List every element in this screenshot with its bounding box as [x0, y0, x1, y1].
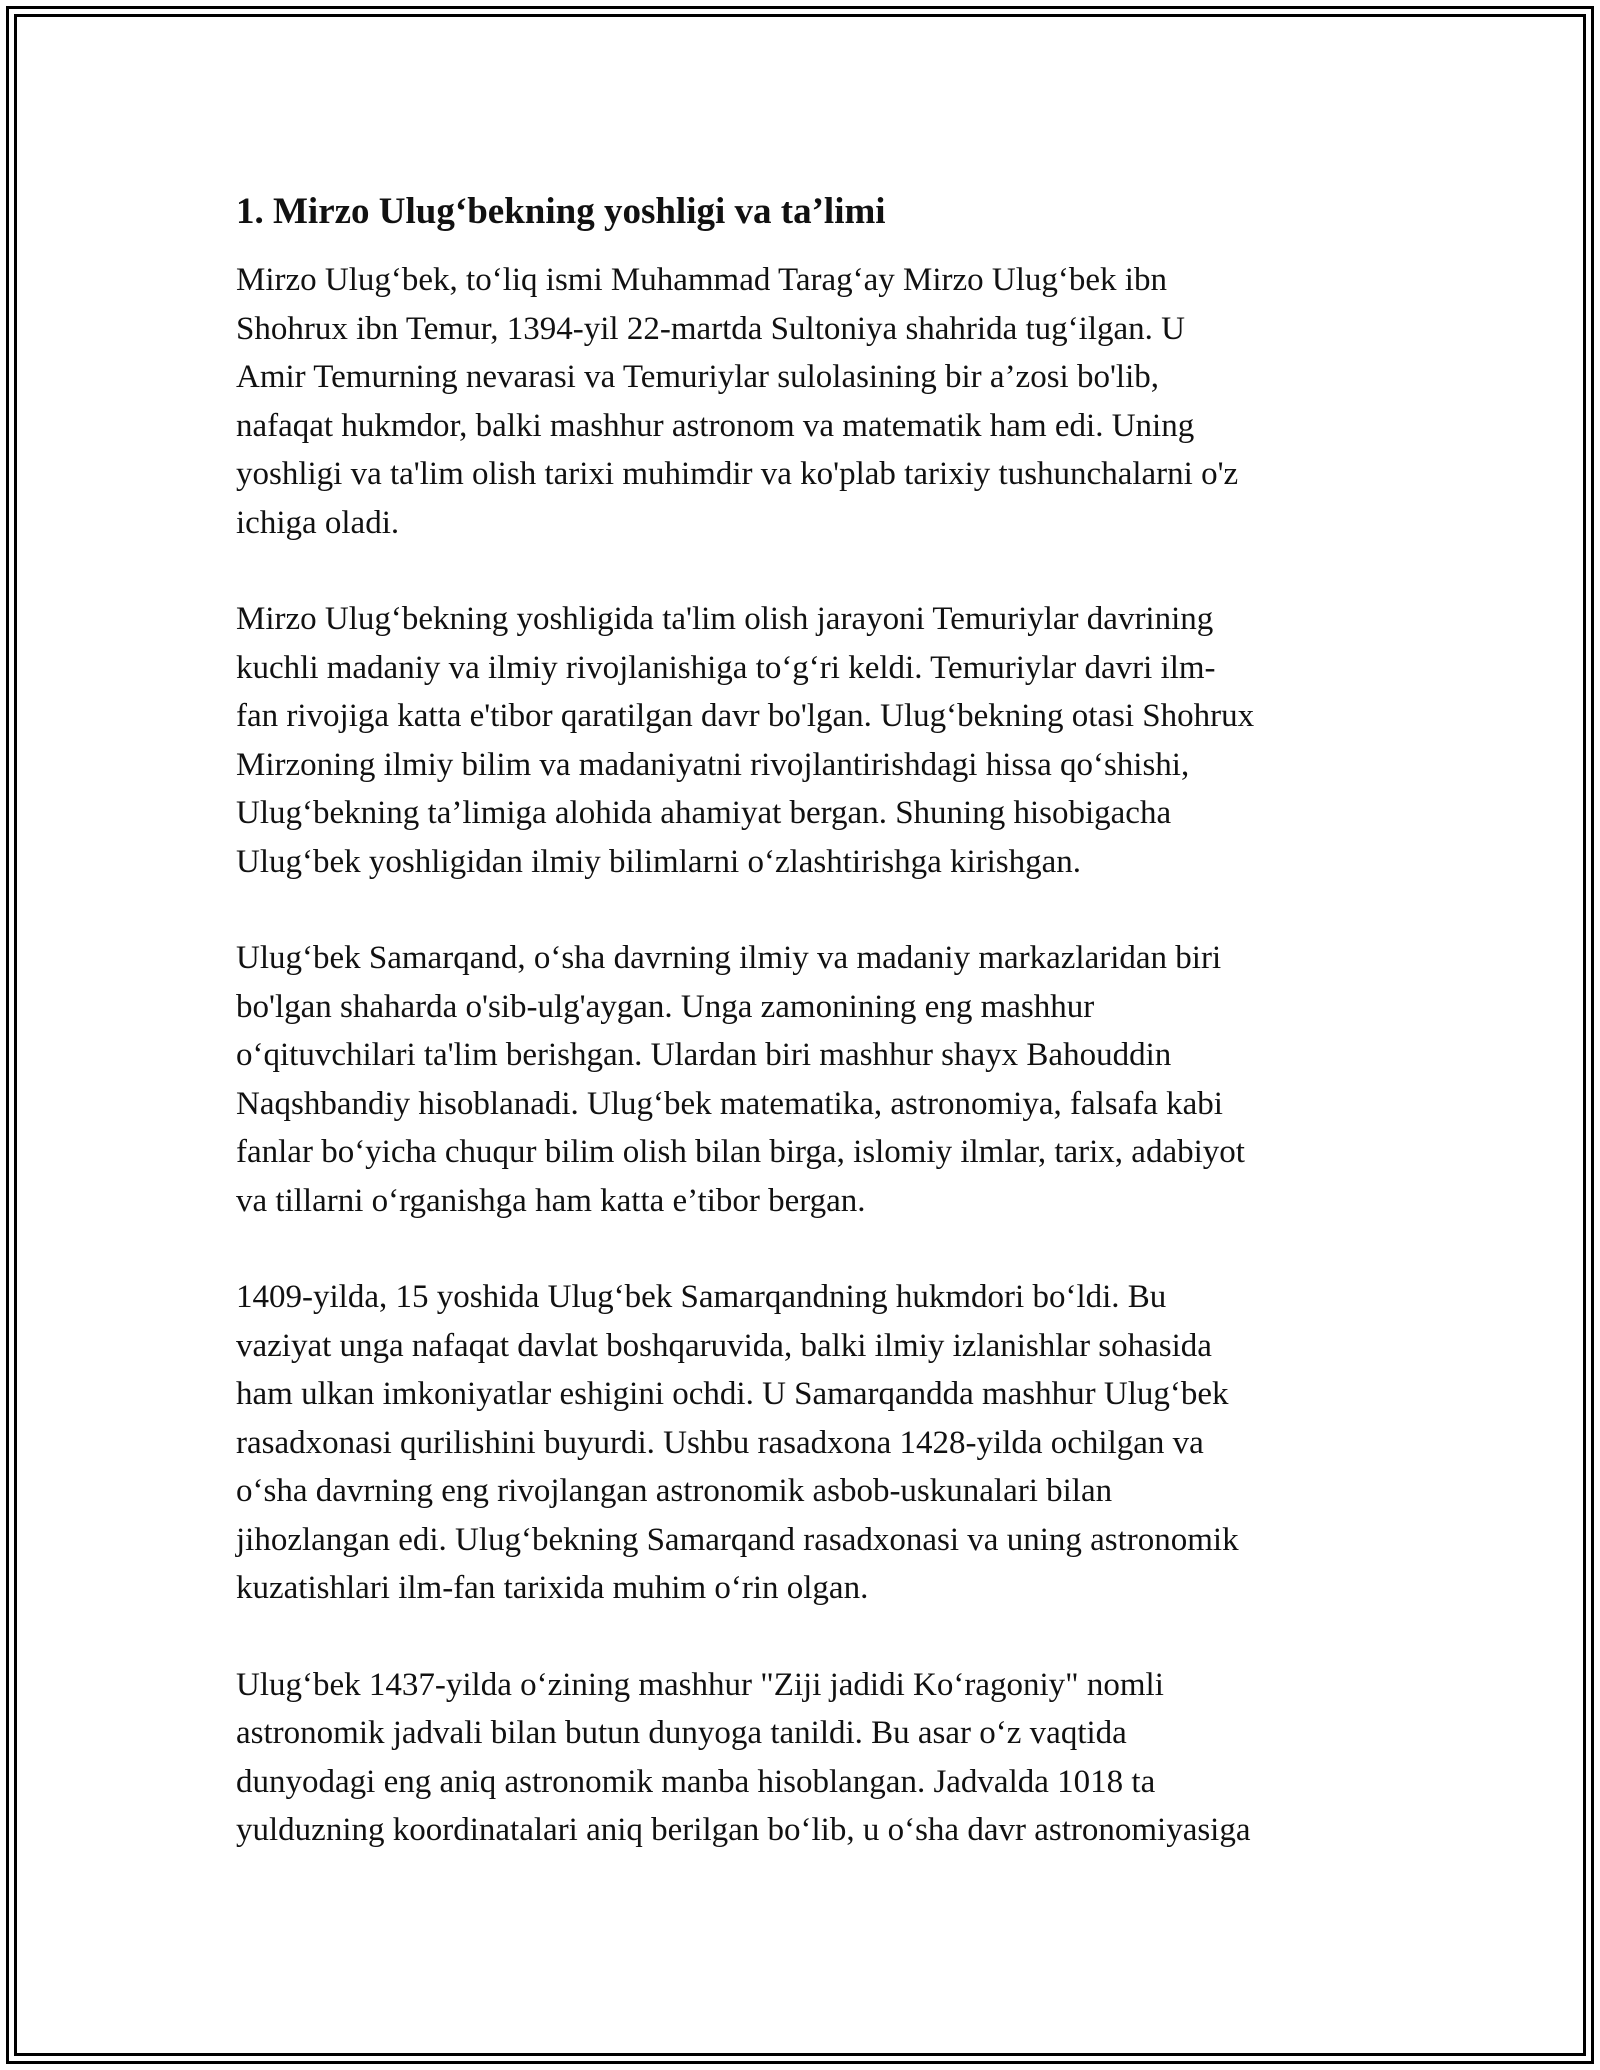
- text-line: 1409-yilda, 15 yoshida Ulug‘bek Samarqandning hukmdori bo‘ldi. Bu: [236, 1279, 1167, 1315]
- text-line: yulduzning koordinatalari aniq berilgan bo‘lib, u o‘sha davr astronomiyasiga: [236, 1812, 1251, 1848]
- text-line: Shohrux ibn Temur, 1394-yil 22-martda Sultoniya shahrida tug‘ilgan. U: [236, 310, 1185, 347]
- text-line: kuchli madaniy va ilmiy rivojlanishiga to‘g‘ri keldi. Temuriylar davri ilm-: [236, 649, 1216, 686]
- section-title: 1. Mirzo Ulug‘bekning yoshligi va ta’limi: [236, 191, 886, 232]
- text-line: o‘qituvchilari ta'lim berishgan. Ulardan biri mashhur shayx Bahouddin: [236, 1037, 1172, 1073]
- text-line: fanlar bo‘yicha chuqur bilim olish bilan birga, islomiy ilmlar, tarix, adabiyot: [236, 1134, 1245, 1170]
- text-line: Ulug‘bekning ta’limiga alohida ahamiyat bergan. Shuning hisobigacha: [236, 795, 1172, 831]
- text-line: Amir Temurning nevarasi va Temuriylar sulolasining bir a’zosi bo'lib,: [236, 359, 1160, 395]
- text-line: ichiga oladi.: [236, 504, 400, 541]
- text-line: ham ulkan imkoniyatlar eshigini ochdi. U Samarqandda mashhur Ulug‘bek: [236, 1376, 1229, 1412]
- text-line: nafaqat hukmdor, balki mashhur astronom va matematik ham edi. Uning: [236, 407, 1195, 444]
- text-line: jihozlangan edi. Ulug‘bekning Samarqand rasadxonasi va uning astronomik: [236, 1521, 1239, 1558]
- text-line: o‘sha davrning eng rivojlangan astronomik asbob-uskunalari bilan: [236, 1473, 1113, 1509]
- text-line: Naqshbandiy hisoblanadi. Ulug‘bek matematika, astronomiya, falsafa kabi: [236, 1085, 1223, 1122]
- text-line: dunyodagi eng aniq astronomik manba hisoblangan. Jadvalda 1018 ta: [236, 1763, 1156, 1800]
- text-line: bo'lgan shaharda o'sib-ulg'aygan. Unga zamonining eng mashhur: [236, 988, 1095, 1025]
- text-line: yoshligi va ta'lim olish tarixi muhimdir va ko'plab tarixiy tushunchalarni o'z: [236, 456, 1239, 492]
- text-line: vaziyat unga nafaqat davlat boshqaruvida, balki ilmiy izlanishlar sohasida: [236, 1327, 1212, 1364]
- paragraph-3: [236, 934, 1376, 1225]
- text-line: Mirzoning ilmiy bilim va madaniyatni rivojlantirishdagi hissa qo‘shishi,: [236, 746, 1190, 783]
- text-line: Ulug‘bek Samarqand, o‘sha davrning ilmiy va madaniy markazlaridan biri: [236, 940, 1222, 976]
- text-line: Ulug‘bek yoshligidan ilmiy bilimlarni o‘zlashtirishga kirishgan.: [236, 843, 1082, 880]
- text-line: Mirzo Ulug‘bek, to‘liq ismi Muhammad Tarag‘ay Mirzo Ulug‘bek ibn: [236, 262, 1167, 298]
- paragraph-4: [236, 1273, 1376, 1613]
- paragraph-5: [236, 1661, 1376, 1855]
- text-line: va tillarni o‘rganishga ham katta e’tibor bergan.: [236, 1182, 866, 1219]
- text-line: kuzatishlari ilm-fan tarixida muhim o‘rin olgan.: [236, 1570, 869, 1606]
- paragraph-1: [236, 256, 1376, 547]
- text-line: fan rivojiga katta e'tibor qaratilgan davr bo'lgan. Ulug‘bekning otasi Shohrux: [236, 698, 1255, 734]
- document-body: [236, 186, 1376, 1903]
- text-line: rasadxonasi qurilishini buyurdi. Ushbu rasadxona 1428-yilda ochilgan va: [236, 1424, 1204, 1461]
- text-line: Mirzo Ulug‘bekning yoshligida ta'lim olish jarayoni Temuriylar davrining: [236, 601, 1214, 637]
- text-line: astronomik jadvali bilan butun dunyoga tanildi. Bu asar o‘z vaqtida: [236, 1715, 1127, 1751]
- paragraph-2: [236, 595, 1376, 886]
- text-line: Ulug‘bek 1437-yilda o‘zining mashhur "Ziji jadidi Ko‘ragoniy" nomli: [236, 1666, 1164, 1703]
